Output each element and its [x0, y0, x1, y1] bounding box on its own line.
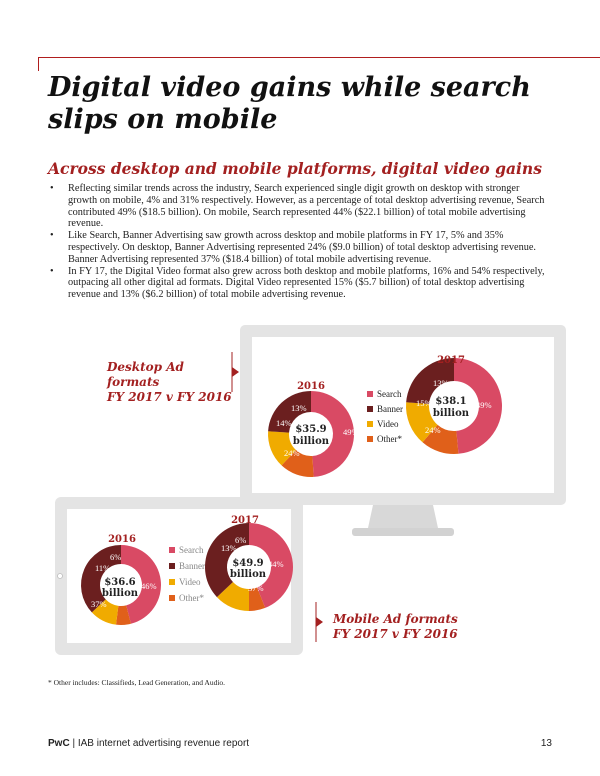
bullet-symbol: •: [50, 230, 54, 242]
bullet-item: [50, 183, 550, 230]
mobile-2017-year: 2017: [231, 515, 259, 526]
mobile-2017-other-pct: 6%: [235, 535, 247, 545]
mobile-2016-total: $36.6: [104, 577, 136, 588]
mobile-2017-video-pct: 13%: [221, 543, 237, 553]
mobile-2016-banner-pct: 37%: [91, 599, 107, 609]
legend-other: Other*: [377, 434, 402, 444]
mobile-2017-total-unit: billion: [229, 569, 267, 580]
footer-separator: |: [72, 738, 76, 749]
page-number: 13: [540, 738, 552, 749]
legend-video: Video: [377, 419, 399, 429]
tablet-home-button: [58, 574, 63, 579]
monitor-base: [352, 528, 454, 536]
legend-banner: Banner: [179, 561, 205, 571]
desktop-2016-banner-pct: 24%: [284, 448, 300, 458]
monitor-stand: [368, 505, 438, 528]
header-rule: [38, 57, 600, 58]
desktop-2017-total-unit: billion: [432, 408, 470, 419]
desktop-2017-total: $38.1: [435, 396, 467, 407]
bullet-text: In FY 17, the Digital Video format also grew across both desktop and mobile platforms, 16% and 54% respectively, outpacing all other digital ad formats. Digital Video represented 15% ($5.7 billion) of total desktop advertising revenue and 13% ($6.2 billion) of total mobile advertising revenue.: [68, 265, 545, 301]
page-footer: [48, 738, 249, 749]
mobile-label-line1: Mobile Ad formats: [333, 612, 458, 626]
desktop-2016-video-pct: 14%: [276, 418, 292, 428]
legend-video: Video: [179, 577, 201, 587]
mobile-2017-total: $49.9: [232, 558, 264, 569]
bullet-text: Like Search, Banner Advertising saw growth across desktop and mobile platforms in FY 17, 5% and 35% respectively. On desktop, Banner Advertising represented 24% ($9.0 billion) of total desktop advertising revenue. Banner Advertising represented 37% ($18.4 billion) of total mobile advertising revenue.: [68, 230, 537, 265]
legend-banner: Banner: [377, 404, 403, 414]
mobile-2016-year: 2016: [108, 534, 136, 545]
legend-search: Search: [377, 389, 402, 399]
mobile-2016-other-pct: 6%: [110, 552, 122, 562]
bullet-symbol: •: [50, 183, 54, 194]
bullet-item: [50, 266, 550, 301]
footnote: * Other includes: Classifieds, Lead Generation, and Audio.: [48, 678, 226, 687]
mobile-2016-search-pct: 46%: [141, 581, 157, 591]
page-title: Digital video gains while search slips on mobile: [48, 72, 531, 135]
mobile-label-pointer: [312, 602, 326, 642]
bullet-text: Reflecting similar trends across the industry, Search experienced single digit growth on desktop with stronger growth on mobile, 4% and 31% respectively. However, as a percentage of total desktop advertising revenue, Search contributed 49% ($18.5 billion). On mobile, Search represented 44% ($22.1 billion) of total mobile advertising revenue.: [68, 183, 545, 230]
bullet-item: [50, 230, 550, 265]
desktop-2016-search-pct: 49%: [343, 427, 359, 437]
section-subtitle: Across desktop and mobile platforms, digital video gains: [48, 159, 542, 178]
legend-search: Search: [179, 545, 204, 555]
desktop-2016-total-unit: billion: [292, 436, 330, 447]
footer-report-title: IAB internet advertising revenue report: [77, 738, 250, 749]
header-rule-tick: [38, 57, 39, 71]
mobile-label-line2: FY 2017 v FY 2016: [333, 627, 458, 641]
desktop-2017-banner-pct: 24%: [425, 425, 441, 435]
mobile-chart-label: [333, 612, 463, 642]
desktop-2016-year: 2016: [297, 381, 325, 392]
bullet-symbol: •: [50, 265, 54, 277]
mobile-2017-search-pct: 44%: [268, 559, 284, 569]
desktop-2017-year: 2017: [437, 355, 465, 366]
desktop-2017-video-pct: 15%: [416, 398, 432, 408]
footer-brand: PwC: [48, 738, 70, 749]
desktop-2017-search-pct: 49%: [476, 400, 492, 410]
mobile-2016-total-unit: billion: [101, 588, 139, 599]
desktop-label-line2: FY 2017 v FY 2016: [107, 390, 232, 404]
desktop-2016-total: $35.9: [295, 424, 327, 435]
desktop-label-line1: Desktop Ad formats: [107, 360, 184, 389]
mobile-tablet-graphic: [55, 497, 303, 655]
mobile-2017-banner-pct: 37%: [248, 583, 264, 593]
legend-other: Other*: [179, 593, 204, 603]
desktop-2016-other-pct: 13%: [291, 403, 307, 413]
desktop-chart-label: [107, 360, 237, 405]
mobile-2016-video-pct: 11%: [95, 563, 111, 573]
bullet-list: [50, 183, 550, 301]
desktop-2017-other-pct: 13%: [433, 378, 449, 388]
